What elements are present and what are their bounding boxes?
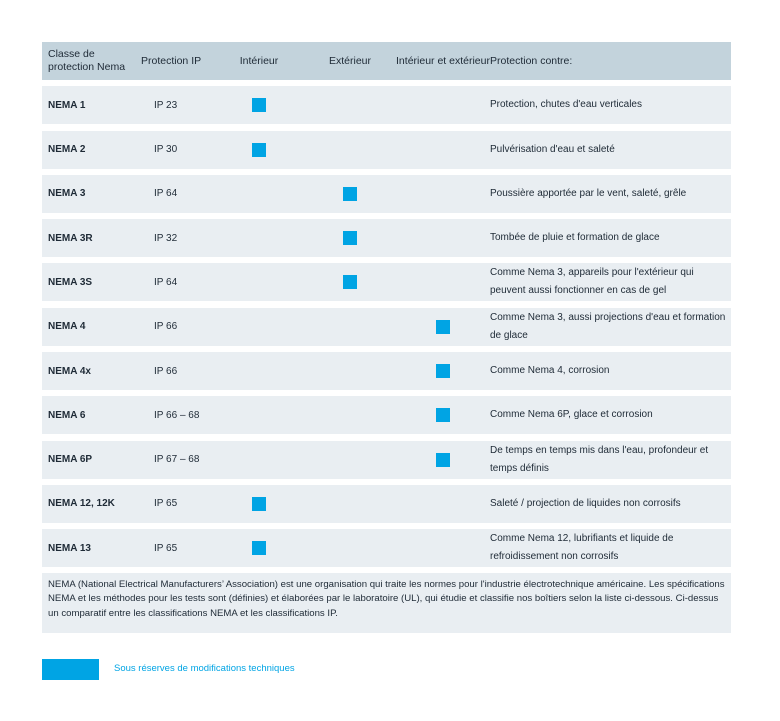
table-row bbox=[42, 131, 731, 169]
check-square-icon bbox=[436, 364, 450, 378]
exterieur-cell bbox=[305, 441, 395, 479]
ip-protection-cell: IP 30 bbox=[154, 144, 178, 156]
table-row bbox=[42, 219, 731, 257]
table-body bbox=[42, 86, 731, 567]
table-row bbox=[42, 175, 731, 213]
nema-class-cell: NEMA 6P bbox=[48, 454, 93, 466]
exterieur-cell bbox=[305, 175, 395, 213]
ip-protection-cell: IP 32 bbox=[154, 232, 178, 244]
nema-class-cell: NEMA 1 bbox=[48, 99, 86, 111]
header-nema-class: Classe de protection Nema bbox=[48, 48, 126, 73]
check-square-icon bbox=[436, 408, 450, 422]
interieur-exterieur-cell bbox=[395, 352, 491, 390]
table-row bbox=[42, 441, 731, 479]
protection-against-cell: Comme Nema 6P, glace et corrosion bbox=[490, 409, 653, 421]
ip-protection-cell: IP 66 bbox=[154, 365, 178, 377]
interieur-cell bbox=[214, 308, 304, 346]
interieur-cell bbox=[214, 175, 304, 213]
interieur-cell bbox=[214, 352, 304, 390]
table-row bbox=[42, 396, 731, 434]
interieur-cell bbox=[214, 263, 304, 301]
protection-against-cell: Comme Nema 3, aussi projections d'eau et formation de glace bbox=[490, 311, 726, 341]
nema-class-cell: NEMA 4 bbox=[48, 321, 86, 333]
ip-protection-cell: IP 66 bbox=[154, 321, 178, 333]
check-square-icon bbox=[252, 541, 266, 555]
nema-class-cell: NEMA 3S bbox=[48, 276, 93, 288]
nema-note: NEMA (National Electrical Manufacturers’ Association) est une organisation qui traite les normes pour l'industrie électrotechnique américaine. Les spécifications NEMA et les méthodes pour les tests sont (définies) et élaborées par le laboratoire (UL), qui étudie et classifie nos boîtiers selon la liste ci-dessous. Ci-dessus un comparatif entre les classifications NEMA et les classifications IP. bbox=[42, 573, 731, 633]
nema-class-cell: NEMA 3R bbox=[48, 232, 93, 244]
exterieur-cell bbox=[305, 485, 395, 523]
header-exterior: Extérieur bbox=[328, 54, 371, 67]
ip-protection-cell: IP 67 – 68 bbox=[154, 454, 200, 466]
nema-class-cell: NEMA 3 bbox=[48, 188, 86, 200]
header-interior: Intérieur bbox=[239, 54, 279, 67]
check-square-icon bbox=[436, 453, 450, 467]
interieur-exterieur-cell bbox=[395, 219, 491, 257]
check-square-icon bbox=[343, 187, 357, 201]
protection-against-cell: Protection, chutes d'eau verticales bbox=[490, 99, 642, 111]
interieur-cell bbox=[214, 219, 304, 257]
nema-class-cell: NEMA 2 bbox=[48, 144, 86, 156]
header-interior-exterior: Intérieur et extérieur bbox=[396, 54, 490, 67]
table-row bbox=[42, 485, 731, 523]
nema-class-cell: NEMA 6 bbox=[48, 409, 86, 421]
protection-against-cell: Poussière apportée par le vent, saleté, grêle bbox=[490, 187, 687, 199]
table-row bbox=[42, 308, 731, 346]
interieur-exterieur-cell bbox=[395, 485, 491, 523]
exterieur-cell bbox=[305, 86, 395, 124]
nema-class-cell: NEMA 12, 12K bbox=[48, 498, 115, 510]
interieur-exterieur-cell bbox=[395, 308, 491, 346]
table-header bbox=[42, 42, 731, 80]
table-row bbox=[42, 86, 731, 124]
protection-against-cell: Tombée de pluie et formation de glace bbox=[490, 232, 660, 244]
check-square-icon bbox=[252, 143, 266, 157]
ip-protection-cell: IP 64 bbox=[154, 188, 178, 200]
interieur-exterieur-cell bbox=[395, 86, 491, 124]
ip-protection-cell: IP 65 bbox=[154, 542, 178, 554]
footer-accent-bar bbox=[42, 659, 99, 680]
interieur-cell bbox=[214, 529, 304, 567]
interieur-exterieur-cell bbox=[395, 441, 491, 479]
interieur-exterieur-cell bbox=[395, 175, 491, 213]
check-square-icon bbox=[343, 275, 357, 289]
footer-disclaimer: Sous réserves de modifications techniques bbox=[114, 663, 295, 674]
protection-against-cell: Comme Nema 3, appareils pour l'extérieur qui peuvent aussi fonctionner en cas de gel bbox=[490, 267, 694, 297]
interieur-cell bbox=[214, 396, 304, 434]
protection-against-cell: Comme Nema 12, lubrifiants et liquide de refroidissement non corrosifs bbox=[490, 533, 674, 563]
ip-protection-cell: IP 64 bbox=[154, 276, 178, 288]
exterieur-cell bbox=[305, 396, 395, 434]
protection-against-cell: Saleté / projection de liquides non corrosifs bbox=[490, 497, 681, 509]
nema-class-cell: NEMA 4x bbox=[48, 365, 91, 377]
interieur-cell bbox=[214, 485, 304, 523]
table-row bbox=[42, 529, 731, 567]
nema-ip-table bbox=[42, 42, 731, 567]
interieur-exterieur-cell bbox=[395, 263, 491, 301]
ip-protection-cell: IP 66 – 68 bbox=[154, 409, 200, 421]
check-square-icon bbox=[343, 231, 357, 245]
table-row bbox=[42, 263, 731, 301]
interieur-cell bbox=[214, 131, 304, 169]
protection-against-cell: Pulvérisation d'eau et saleté bbox=[490, 143, 615, 155]
interieur-exterieur-cell bbox=[395, 396, 491, 434]
check-square-icon bbox=[252, 98, 266, 112]
interieur-cell bbox=[214, 86, 304, 124]
header-ip-protection: Protection IP bbox=[141, 54, 202, 67]
exterieur-cell bbox=[305, 308, 395, 346]
protection-against-cell: Comme Nema 4, corrosion bbox=[490, 365, 610, 377]
protection-against-cell: De temps en temps mis dans l'eau, profondeur et temps définis bbox=[490, 444, 709, 474]
interieur-cell bbox=[214, 441, 304, 479]
exterieur-cell bbox=[305, 219, 395, 257]
check-square-icon bbox=[436, 320, 450, 334]
exterieur-cell bbox=[305, 529, 395, 567]
nema-class-cell: NEMA 13 bbox=[48, 542, 91, 554]
exterieur-cell bbox=[305, 352, 395, 390]
ip-protection-cell: IP 23 bbox=[154, 99, 178, 111]
interieur-exterieur-cell bbox=[395, 529, 491, 567]
exterieur-cell bbox=[305, 263, 395, 301]
table-row bbox=[42, 352, 731, 390]
interieur-exterieur-cell bbox=[395, 131, 491, 169]
header-protection-against: Protection contre: bbox=[490, 55, 573, 67]
check-square-icon bbox=[252, 497, 266, 511]
ip-protection-cell: IP 65 bbox=[154, 498, 178, 510]
exterieur-cell bbox=[305, 131, 395, 169]
